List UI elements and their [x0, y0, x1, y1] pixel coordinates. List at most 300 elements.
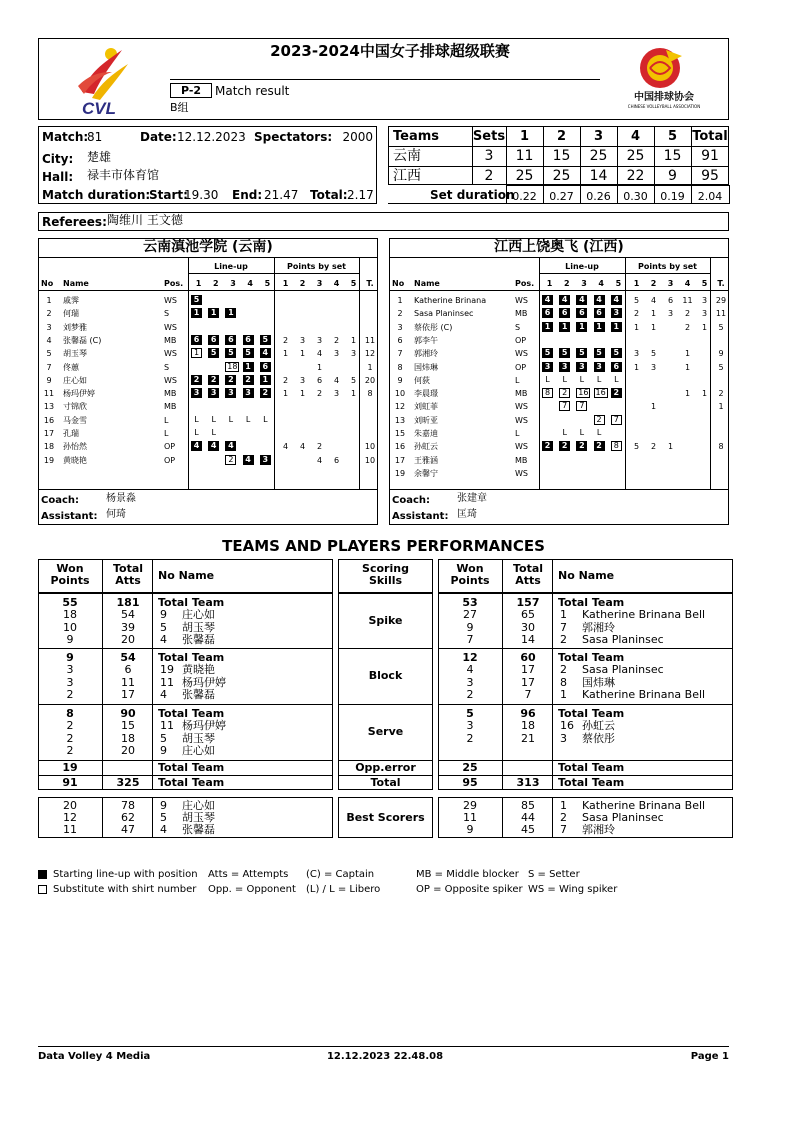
- won-points: 2: [466, 731, 474, 745]
- points-set-header: 4: [684, 279, 691, 288]
- starting-position-box: 4: [260, 348, 271, 358]
- player-or-team-name: Total Team: [158, 651, 225, 664]
- best-atts: 62: [121, 811, 135, 824]
- total-atts: 54: [121, 608, 135, 622]
- start-time: 19.30: [184, 188, 219, 202]
- starting-position-box: 1: [559, 322, 570, 332]
- best-atts: 78: [121, 799, 135, 812]
- set-duration-value: 0.27: [549, 190, 574, 203]
- player-or-team-name: Sasa Planinsec: [582, 663, 664, 677]
- score-total: 91: [701, 148, 719, 164]
- set-points: 4: [282, 442, 289, 452]
- libero-mark: L: [596, 428, 602, 437]
- player-name: 杨玛伊婷: [63, 389, 95, 399]
- performances-table: [38, 559, 733, 849]
- player-position: WS: [164, 322, 177, 332]
- total-header: T.: [717, 279, 725, 288]
- player-name: 戚霁: [63, 296, 79, 305]
- player-no: 5: [160, 620, 167, 634]
- coach-name: 张建章: [457, 493, 487, 504]
- set-points: 1: [684, 349, 691, 359]
- set-points: 3: [650, 362, 657, 372]
- set-duration-value: 0.22: [512, 190, 537, 203]
- starting-position-box: 1: [611, 322, 622, 332]
- starting-position-box: 1: [542, 322, 553, 332]
- score-set-2: 15: [552, 148, 571, 164]
- total-atts: 325: [116, 776, 140, 789]
- player-position: WS: [515, 296, 528, 305]
- player-position: S: [515, 322, 521, 332]
- coach-rule: [389, 489, 729, 490]
- spectators-value: 2000: [342, 130, 373, 144]
- report-name: Match result: [215, 84, 290, 98]
- won-points: 9: [66, 651, 74, 664]
- player-total-points: 12: [364, 349, 376, 359]
- starting-position-box: 5: [191, 295, 202, 305]
- opp-error-won: 25: [462, 761, 478, 774]
- won-points: 12: [462, 651, 478, 664]
- player-total-points: 8: [367, 389, 373, 399]
- total-atts: 6: [124, 663, 132, 677]
- roster-row: [38, 335, 378, 348]
- total-atts: 39: [121, 620, 135, 634]
- player-name: 蔡依彤 (C): [414, 322, 453, 332]
- set-points: 1: [299, 349, 306, 359]
- score-set-4: 22: [626, 168, 645, 184]
- coach-label: Coach:: [392, 495, 431, 506]
- player-position: WS: [515, 442, 528, 452]
- libero-mark: L: [596, 374, 602, 384]
- player-total-points: 5: [718, 362, 724, 372]
- points-header: Points by set: [287, 262, 346, 271]
- player-number: 7: [46, 362, 52, 372]
- score-team-name: 云南: [393, 148, 421, 164]
- roster-team-b: [389, 238, 729, 525]
- total-atts: 20: [121, 744, 135, 758]
- lineup-set-header: 4: [598, 279, 604, 288]
- player-position: S: [164, 309, 170, 319]
- player-or-team-name: 国炜琳: [582, 675, 615, 689]
- starting-square-icon: [38, 870, 47, 879]
- roster-row: [389, 401, 729, 414]
- libero-mark: L: [579, 374, 585, 384]
- set-points: 3: [701, 309, 708, 319]
- player-no: 4: [160, 633, 167, 647]
- won-points: 2: [66, 731, 74, 745]
- roster-row: [389, 375, 729, 388]
- right-atts-header: Total Atts: [512, 562, 544, 587]
- starting-position-box: 4: [225, 441, 236, 451]
- set-points: 4: [650, 296, 657, 305]
- player-number: 16: [394, 442, 406, 452]
- score-set-5: 9: [668, 168, 677, 184]
- player-number: 4: [46, 335, 52, 345]
- best-no: 5: [160, 811, 167, 824]
- best-name: 张馨磊: [182, 823, 215, 836]
- substitute-square-icon: [38, 885, 47, 894]
- player-or-team-name: Katherine Brinana Bell: [582, 688, 706, 702]
- best-atts: 45: [521, 823, 535, 836]
- coach-rule: [38, 489, 378, 490]
- starting-position-box: 1: [225, 308, 236, 318]
- page-title: 2023-2024中国女子排球超级联赛: [270, 42, 510, 60]
- team-name-rule: [389, 257, 729, 258]
- player-or-team-name: 蔡依彤: [582, 731, 615, 745]
- player-position: WS: [515, 402, 528, 412]
- player-number: 17: [43, 429, 55, 438]
- player-name: 孔瑞: [63, 429, 79, 438]
- set-points: 2: [316, 389, 323, 399]
- no-header: No: [392, 279, 405, 288]
- won-points: 2: [66, 719, 74, 733]
- set-points: 3: [316, 335, 323, 345]
- col-rule: [102, 760, 103, 775]
- player-no: 9: [160, 608, 167, 622]
- libero-mark: L: [562, 374, 567, 384]
- roster-row: [389, 295, 729, 308]
- set-points: 2: [633, 309, 640, 319]
- best-atts: 47: [121, 823, 135, 836]
- legend-libero: (L) / L = Libero: [306, 884, 381, 895]
- starting-position-box: 1: [576, 322, 587, 332]
- starting-position-box: 2: [542, 441, 553, 451]
- points-set-header: 5: [701, 279, 708, 288]
- legend-start: Starting line-up with position: [53, 869, 198, 880]
- player-no: 4: [160, 688, 167, 702]
- player-name: 孙虹云: [414, 442, 438, 452]
- set-points: 1: [684, 362, 691, 372]
- player-or-team-name: Katherine Brinana Bell: [582, 608, 706, 622]
- assistant-name: 何琦: [106, 509, 126, 520]
- legend-s: S = Setter: [528, 869, 580, 880]
- player-name: 余馨宁: [414, 468, 438, 478]
- won-points: 3: [466, 675, 474, 689]
- lineup-set-header: 2: [563, 279, 570, 288]
- player-or-team-name: Total Team: [158, 596, 225, 609]
- total-won: 95: [462, 776, 478, 789]
- set-points: 11: [682, 296, 693, 305]
- score-sets-won: 3: [484, 148, 494, 164]
- coach-name: 杨景淼: [106, 493, 136, 504]
- player-total-points: 5: [718, 322, 724, 332]
- player-name: 张馨磊 (C): [63, 335, 102, 345]
- set-points: 1: [282, 349, 289, 359]
- player-name: Sasa Planinsec: [414, 309, 474, 319]
- starting-position-box: 6: [559, 308, 570, 318]
- set-points: 5: [633, 442, 640, 452]
- legend-ws: WS = Wing spiker: [528, 884, 618, 895]
- total-atts: 54: [120, 651, 136, 664]
- right-won-header: Won Points: [450, 562, 490, 587]
- starting-position-box: 4: [542, 295, 553, 305]
- player-number: 7: [397, 349, 403, 359]
- roster-row: [38, 441, 378, 454]
- player-position: OP: [164, 442, 176, 452]
- starting-position-box: 2: [208, 375, 219, 385]
- referees-label: Referees:: [42, 215, 107, 229]
- starting-position-box: 2: [260, 388, 271, 398]
- starting-position-box: 5: [576, 348, 587, 358]
- set-duration-value: 0.30: [623, 190, 648, 203]
- player-no: 7: [560, 620, 567, 634]
- hall-value: 禄丰市体育馆: [87, 168, 160, 182]
- set-points: 3: [333, 349, 340, 359]
- left-atts-header: Total Atts: [112, 562, 144, 587]
- player-position: L: [515, 375, 520, 385]
- set-duration-value: 0.19: [660, 190, 685, 203]
- lineup-header: Line-up: [565, 262, 599, 271]
- total-header: T.: [366, 279, 374, 288]
- lineup-header-rule: [539, 273, 710, 274]
- won-points: 2: [66, 688, 74, 702]
- won-points: 27: [463, 608, 477, 622]
- total-time: 2.17: [347, 188, 374, 202]
- performances-title: TEAMS AND PLAYERS PERFORMANCES: [222, 537, 545, 555]
- set-points: 3: [701, 296, 708, 305]
- roster-row: [389, 362, 729, 375]
- best-no: 7: [560, 823, 567, 836]
- player-no: 3: [560, 731, 567, 745]
- player-or-team-name: Total Team: [158, 707, 225, 720]
- score-set-1: 25: [515, 168, 534, 184]
- player-total-points: 2: [718, 389, 724, 399]
- player-position: OP: [164, 455, 176, 465]
- player-number: 1: [397, 296, 403, 305]
- lineup-set-header: 4: [247, 279, 253, 288]
- score-set-3: 25: [589, 148, 608, 164]
- starting-position-box: 3: [576, 362, 587, 372]
- group-label: B组: [170, 101, 189, 114]
- substitute-number-box: 7: [576, 401, 587, 411]
- roster-team-a: [38, 238, 378, 525]
- set-points: 1: [701, 389, 708, 399]
- player-number: 2: [397, 309, 403, 319]
- total-atts: 20: [121, 633, 135, 647]
- coach-label: Coach:: [41, 495, 80, 506]
- player-position: WS: [515, 349, 528, 359]
- lineup-header-rule: [188, 273, 359, 274]
- player-no: 16: [560, 719, 574, 733]
- set-points: 4: [316, 455, 323, 465]
- roster-row: [389, 335, 729, 348]
- player-position: OP: [515, 335, 527, 345]
- starting-position-box: 1: [260, 375, 271, 385]
- player-no: 5: [160, 731, 167, 745]
- set-points: 1: [350, 335, 357, 345]
- total-name: Total Team: [158, 776, 225, 789]
- pos-header: Pos.: [164, 279, 184, 288]
- player-total-points: 11: [364, 335, 376, 345]
- starting-position-box: 2: [243, 375, 254, 385]
- total-atts: 181: [116, 596, 140, 609]
- substitute-number-box: 16: [595, 388, 606, 398]
- player-number: 13: [394, 415, 406, 425]
- best-won: 29: [463, 799, 477, 812]
- team-name: 江西上饶奥飞 (江西): [494, 239, 624, 255]
- player-total-points: 9: [718, 349, 724, 359]
- player-name: 胡玉琴: [63, 349, 87, 359]
- starting-position-box: 1: [208, 308, 219, 318]
- spectators-label: Spectators:: [254, 130, 333, 144]
- roster-row: [38, 401, 378, 414]
- total-atts: 21: [521, 731, 535, 745]
- score-header-7: Total: [692, 129, 728, 144]
- set-points: 5: [650, 349, 657, 359]
- starting-position-box: 1: [594, 322, 605, 332]
- legend-op: OP = Opposite spiker: [416, 884, 523, 895]
- report-code: P-2: [170, 83, 212, 98]
- player-number: 18: [43, 442, 55, 452]
- starting-position-box: 5: [594, 348, 605, 358]
- city-label: City:: [42, 152, 74, 166]
- points-set-header: 3: [316, 279, 323, 288]
- player-total-points: 11: [715, 309, 727, 319]
- starting-position-box: 5: [243, 348, 254, 358]
- total-name: Total Team: [558, 776, 625, 789]
- player-position: MB: [515, 389, 528, 399]
- starting-position-box: 3: [611, 308, 622, 318]
- name-header: Name: [414, 279, 440, 288]
- assistant-label: Assistant:: [392, 511, 449, 522]
- won-points: 4: [466, 663, 474, 677]
- set-points: 5: [350, 375, 357, 385]
- cvl-logo-text: CVL: [82, 99, 116, 116]
- player-position: MB: [164, 335, 177, 345]
- starting-position-box: 5: [225, 348, 236, 358]
- player-name: 朱嘉迪: [414, 429, 438, 438]
- lineup-set-header: 5: [615, 279, 622, 288]
- set-points: 3: [350, 349, 357, 359]
- substitute-number-box: 2: [594, 415, 605, 425]
- score-sets-won: 2: [484, 168, 494, 184]
- end-time: 21.47: [264, 188, 299, 202]
- won-points: 9: [466, 620, 474, 634]
- opp-error-won: 19: [62, 761, 78, 774]
- roster-row: [389, 308, 729, 321]
- player-name: 郭李午: [414, 335, 438, 345]
- player-number: 9: [46, 375, 52, 385]
- player-number: 17: [394, 455, 406, 465]
- best-name: Katherine Brinana Bell: [582, 799, 706, 812]
- best-no: 2: [560, 811, 567, 824]
- score-header-3: 2: [556, 129, 567, 144]
- starting-position-box: 4: [594, 295, 605, 305]
- player-or-team-name: Total Team: [558, 707, 625, 720]
- won-points: 5: [466, 707, 474, 720]
- player-or-team-name: 杨玛伊婷: [182, 675, 226, 689]
- player-total-points: 10: [364, 455, 376, 465]
- starting-position-box: 4: [191, 441, 202, 451]
- best-won: 11: [463, 811, 477, 824]
- points-set-header: 1: [633, 279, 640, 288]
- left-name-header: No Name: [158, 569, 215, 582]
- player-or-team-name: Total Team: [558, 596, 625, 609]
- player-position: OP: [515, 362, 527, 372]
- name-header: Name: [63, 279, 89, 288]
- player-name: 寸锦欣: [63, 402, 87, 412]
- points-set-header: 4: [333, 279, 340, 288]
- points-set-header: 5: [350, 279, 357, 288]
- libero-mark: L: [245, 414, 251, 424]
- player-number: 5: [46, 349, 52, 359]
- total-atts: 65: [521, 608, 535, 622]
- libero-mark: L: [194, 414, 199, 424]
- starting-position-box: 6: [611, 362, 622, 372]
- player-number: 19: [43, 455, 55, 465]
- total-atts: 14: [521, 633, 535, 647]
- set-points: 2: [650, 442, 657, 452]
- assistant-name: 匡琦: [457, 509, 477, 520]
- libero-mark: L: [228, 414, 234, 424]
- score-header-4: 3: [593, 129, 604, 144]
- opp-error-name: Total Team: [158, 761, 225, 774]
- total-atts: 18: [521, 719, 535, 733]
- player-or-team-name: 庄心如: [182, 744, 215, 758]
- player-number: 6: [397, 335, 403, 345]
- footer-rule: [38, 1046, 729, 1047]
- roster-row: [389, 455, 729, 468]
- starting-position-box: 4: [576, 295, 587, 305]
- won-points: 8: [66, 707, 74, 720]
- player-name: 郭湘玲: [414, 349, 438, 359]
- player-no: 19: [160, 663, 174, 677]
- set-points: 2: [333, 335, 340, 345]
- player-name: 刘虹菲: [414, 402, 438, 412]
- substitute-number-box: 7: [611, 415, 622, 425]
- player-no: 11: [160, 719, 174, 733]
- player-number: 1: [46, 296, 52, 305]
- cvl-logo: [72, 42, 132, 116]
- set-points: 1: [667, 442, 674, 452]
- roster-row: [389, 348, 729, 361]
- score-header-2: 1: [519, 129, 530, 144]
- score-total: 95: [701, 168, 719, 184]
- roster-row: [38, 455, 378, 468]
- player-or-team-name: 胡玉琴: [182, 731, 215, 745]
- player-name: 佟蕙: [63, 362, 79, 372]
- date-label: Date:: [140, 130, 177, 144]
- roster-row: [389, 441, 729, 454]
- won-points: 3: [466, 719, 474, 733]
- referees-names: 陶维川 王文德: [107, 213, 183, 227]
- legend-mb: MB = Middle blocker: [416, 869, 519, 880]
- player-number: 16: [43, 415, 55, 425]
- player-total-points: 1: [718, 402, 724, 412]
- legend-atts: Atts = Attempts: [208, 869, 289, 880]
- set-points: 1: [701, 322, 708, 332]
- starting-position-box: 6: [594, 308, 605, 318]
- total-atts: 17: [121, 688, 135, 702]
- total-atts: 15: [121, 719, 135, 733]
- player-no: 11: [160, 675, 174, 689]
- starting-position-box: 5: [542, 348, 553, 358]
- points-set-header: 3: [667, 279, 674, 288]
- best-no: 9: [160, 799, 167, 812]
- player-number: 8: [397, 362, 403, 372]
- player-number: 3: [46, 322, 52, 332]
- set-duration-value: 0.26: [586, 190, 611, 203]
- player-number: 13: [43, 402, 55, 412]
- player-or-team-name: 杨玛伊婷: [182, 719, 226, 733]
- best-name: 胡玉琴: [182, 811, 215, 824]
- set-points: 3: [333, 389, 340, 399]
- best-won: 11: [63, 823, 77, 836]
- lineup-header: Line-up: [214, 262, 248, 271]
- total-won: 91: [62, 776, 78, 789]
- opp-error-label: Opp.error: [355, 761, 416, 774]
- set-points: 1: [650, 322, 657, 332]
- starting-position-box: 4: [611, 295, 622, 305]
